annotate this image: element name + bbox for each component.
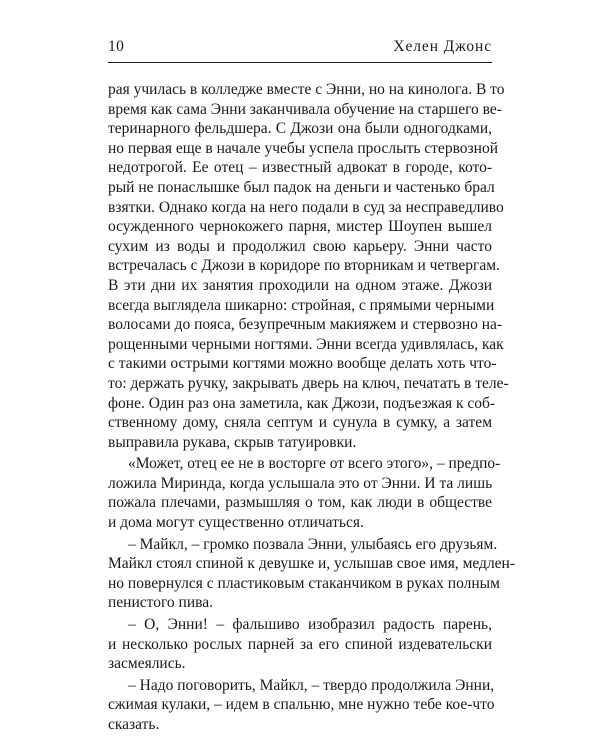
paragraph (108, 454, 501, 532)
text-line: и дома могут существенно отличаться. (108, 514, 364, 532)
text-line: рый не понаслышке был падок на деньги и частенько брал (108, 178, 495, 196)
paragraph (108, 676, 495, 735)
text-line: сжимая кулаки, – идем в спальню, мне нужно тебе кое-что (108, 696, 495, 714)
text-line: встречалась с Джози в коридоре по вторникам и четвергам. (108, 257, 500, 275)
text-line: «Может, отец ее не в восторге от всего этого», – предпо- (128, 455, 501, 473)
text-line: сказать. (108, 716, 160, 733)
text-line: с такими острыми когтями можно вообще делать хоть что- (108, 355, 497, 373)
paragraph (108, 80, 509, 452)
text-line: то: держать ручку, закрывать дверь на ключ, печатать в теле- (108, 374, 509, 392)
text-line: рощенными черными ногтями. Энни всегда удивлялась, как (108, 335, 504, 353)
running-title: Хелен Джонс (393, 38, 492, 55)
paragraph (108, 615, 492, 674)
text-line: пенистого пива. (108, 594, 214, 612)
text-line: рая училась в колледже вместе с Энни, но на кинолога. В то (108, 81, 505, 98)
text-line: теринарного фельдшера. С Джози она были одногодками, (108, 120, 492, 138)
text-line: время как сама Энни заканчивала обучение на старшего ве- (108, 100, 502, 118)
text-line: В эти дни их занятия проходили на одном этаже. Джози (108, 276, 492, 294)
text-line: недотрогой. Ее отец – известный адвокат в городе, кото- (108, 159, 492, 177)
text-line: сухим из воды и продолжил свою карьеру. Энни часто (108, 237, 492, 255)
text-line: осужденного чернокожего парня, мистер Шоупен вышел (108, 218, 492, 236)
text-line: фоне. Один раз она заметила, как Джози, подъезжая к соб- (108, 394, 496, 412)
text-line: всегда выглядела шикарно: стройная, с прямыми черными (108, 296, 495, 314)
text-line: засмеялись. (108, 655, 186, 673)
text-line: – Надо поговорить, Майкл, – твердо продолжила Энни, (128, 676, 495, 694)
text-line: и несколько рослых парней за его спиной издевательски (108, 635, 492, 653)
text-line: пожала плечами, размышляя о том, как люди в обществе (108, 494, 492, 512)
header-rule (108, 62, 492, 63)
page-number: 10 (108, 38, 125, 55)
running-head (108, 38, 492, 62)
text-line: но повернулся с пластиковым стаканчиком в руках полным (108, 574, 500, 592)
text-line: взятки. Однако когда на него подали в суд за несправедливо (108, 198, 504, 216)
text-line: ственному дому, сняла септум и сунула в сумку, а затем (108, 414, 492, 432)
paragraph (108, 535, 516, 613)
body-text (108, 80, 516, 735)
text-line: – Майкл, – громко позвала Энни, улыбаясь его друзьям. (128, 535, 498, 553)
text-line: выправила рукава, скрыв татуировки. (108, 433, 357, 451)
text-line: но первая еще в начале учебы успела прослыть стервозной (108, 139, 498, 157)
text-line: – О, Энни! – фальшиво изобразил радость парень, (128, 616, 492, 634)
text-line: Майкл стоял спиной к девушке и, услышав свое имя, медлен- (108, 555, 516, 573)
text-line: волосами до пояса, безупречным макияжем и стервозно на- (108, 316, 503, 334)
text-line: ложила Миринда, когда услышала это от Энни. И та лишь (108, 474, 493, 492)
